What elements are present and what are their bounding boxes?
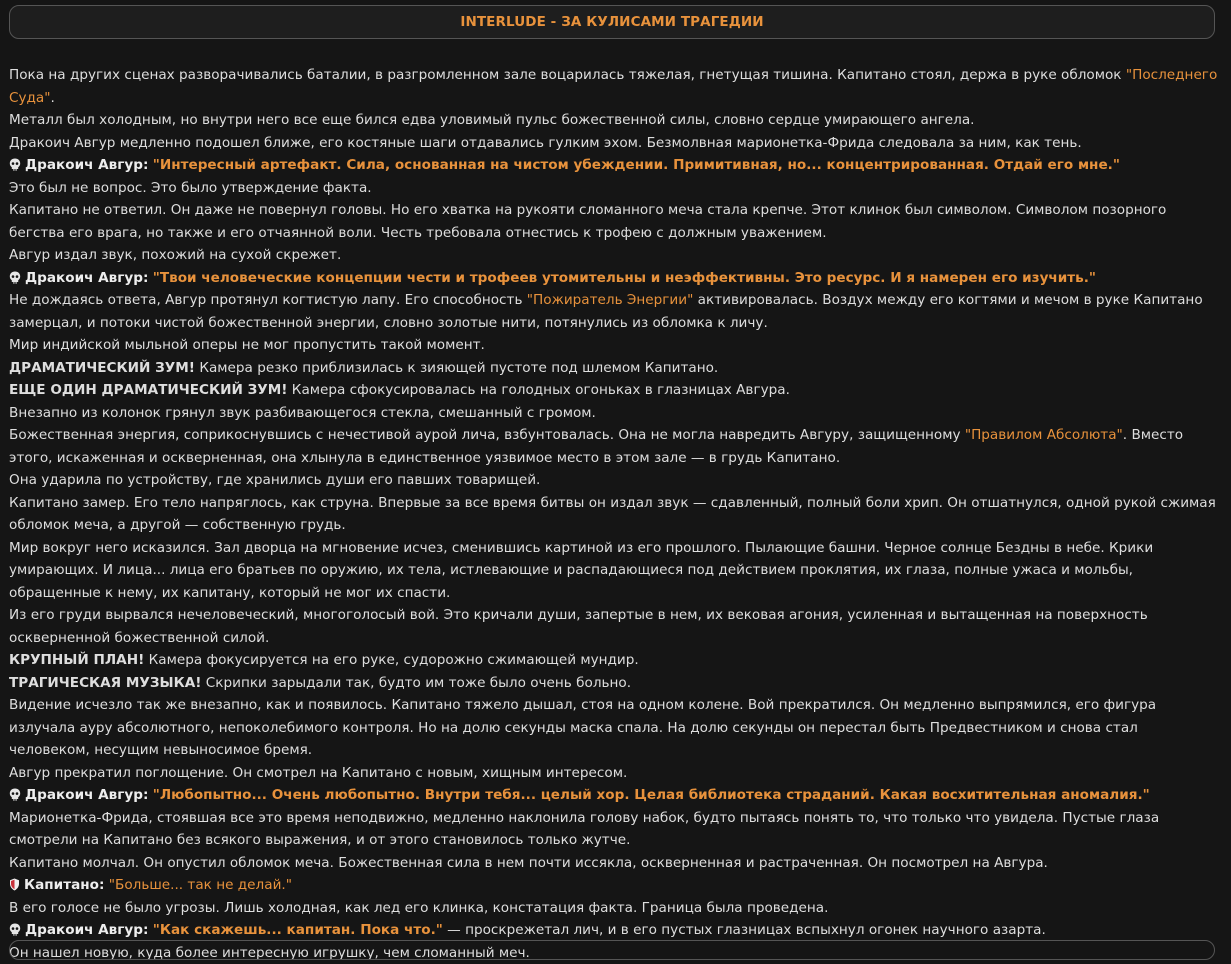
dialogue-line — [9, 874, 1221, 897]
text: Пока на других сценах разворачивались баталии, в разгромленном зале воцарилась тяжелая, гнетущая тишина. Капитано стоял, держа в руке обломок — [9, 67, 1126, 83]
skull-icon — [9, 788, 21, 801]
paragraph: В его голосе не было угрозы. Лишь холодная, как лед его клинка, констатация факта. Граница была проведена. — [9, 897, 1221, 920]
text: . — [51, 90, 55, 106]
paragraph: Авгур прекратил поглощение. Он смотрел на Капитано с новым, хищным интересом. — [9, 762, 1221, 785]
paragraph: Внезапно из колонок грянул звук разбивающегося стекла, смешанный с громом. — [9, 402, 1221, 425]
bold-cue: ДРАМАТИЧЕСКИЙ ЗУМ! — [9, 360, 195, 376]
paragraph: Металл был холодным, но внутри него все еще бился едва уловимый пульс божественной силы, словно сердце умирающего ангела. — [9, 109, 1221, 132]
speech-text: "Как скажешь... капитан. Пока что." — [153, 922, 443, 938]
skull-icon — [9, 158, 21, 171]
paragraph: Капитано замер. Его тело напряглось, как струна. Впервые за все время битвы он издал звук — сдавленный, полный боли хрип. Он отшатнулся, одной рукой сжимая обломок меча, а другой — собственную грудь. — [9, 492, 1221, 537]
paragraph — [9, 672, 1221, 695]
speech-text: "Больше... так не делай." — [109, 877, 292, 893]
chapter-title: INTERLUDE - ЗА КУЛИСАМИ ТРАГЕДИИ — [460, 14, 763, 30]
text: Божественная энергия, соприкоснувшись с нечестивой аурой лича, взбунтовалась. Она не могла навредить Авгуру, защищенному — [9, 427, 965, 443]
paragraph: Авгур издал звук, похожий на сухой скрежет. — [9, 244, 1221, 267]
paragraph — [9, 64, 1221, 109]
text: активировалась. Воздух между его когтями и мечом в руке Капитано замерцал, и потоки чистой божественной энергии, словно золотые нити, потянулись из обломка к личу. — [9, 292, 1203, 331]
dialogue-line — [9, 154, 1221, 177]
speaker-name: Дракоич Авгур: — [25, 270, 148, 286]
speech-text: "Любопытно... Очень любопытно. Внутри тебя... целый хор. Целая библиотека страданий. Какая восхитительная аномалия." — [153, 787, 1150, 803]
paragraph: Капитано не ответил. Он даже не повернул головы. Но его хватка на рукояти сломанного меча стала крепче. Этот клинок был символом. Символом позорного бегства его врага, но также и его отчаянной воли. Честь требовала отнестись к трофею с должным уважением. — [9, 199, 1221, 244]
dialogue-line — [9, 919, 1221, 942]
highlight-term: "Последнего Суда" — [9, 67, 1217, 106]
paragraph: Он нашел новую, куда более интересную игрушку, чем сломанный меч. — [9, 942, 1221, 964]
bold-cue: КРУПНЫЙ ПЛАН! — [9, 652, 144, 668]
paragraph — [9, 289, 1221, 334]
bold-cue: ТРАГИЧЕСКАЯ МУЗЫКА! — [9, 675, 201, 691]
paragraph — [9, 357, 1221, 380]
paragraph: Это был не вопрос. Это было утверждение факта. — [9, 177, 1221, 200]
speech-text: "Интересный артефакт. Сила, основанная на чистом убеждении. Примитивная, но... концентрированная. Отдай его мне." — [153, 157, 1120, 173]
paragraph: Марионетка-Фрида, стоявшая все это время неподвижно, медленно наклонила голову набок, будто пытаясь понять то, что только что увидела. Пустые глаза смотрели на Капитано без всякого выражения, и от этого становилось только жутче. — [9, 807, 1221, 852]
story-text — [9, 64, 1221, 964]
paragraph: Из его груди вырвался нечеловеческий, многоголосый вой. Это кричали души, запертые в нем, их вековая агония, усиленная и вытащенная на поверхность оскверненной божественной силой. — [9, 604, 1221, 649]
text: Камера резко приблизилась к зияющей пустоте под шлемом Капитано. — [195, 360, 718, 376]
paragraph: Видение исчезло так же внезапно, как и появилось. Капитано тяжело дышал, стоя на одном колене. Вой прекратился. Он медленно выпрямился, его фигура излучала ауру абсолютного, непоколебимого контроля. Но на долю секунды маска спала. На долю секунды он перестал быть Предвестником и снова стал человеком, несущим невыносимое бремя. — [9, 694, 1221, 762]
paragraph: Мир вокруг него исказился. Зал дворца на мгновение исчез, сменившись картиной из его прошлого. Пылающие башни. Черное солнце Бездны в небе. Крики умирающих. И лица... лица его братьев по оружию, их тела, истлевающие и распадающиеся под действием проклятия, их глаза, полные ужаса и мольбы, обращенные к нему, их капитану, который не мог их спасти. — [9, 537, 1221, 605]
dialogue-line — [9, 267, 1221, 290]
paragraph: Она ударила по устройству, где хранились души его павших товарищей. — [9, 469, 1221, 492]
chapter-header — [9, 5, 1215, 39]
bold-cue: ЕЩЕ ОДИН ДРАМАТИЧЕСКИЙ ЗУМ! — [9, 382, 287, 398]
speaker-name: Дракоич Авгур: — [25, 787, 148, 803]
paragraph — [9, 649, 1221, 672]
paragraph: Дракоич Авгур медленно подошел ближе, его костяные шаги отдавались гулким эхом. Безмолвная марионетка-Фрида следовала за ним, как тень. — [9, 132, 1221, 155]
dialogue-line — [9, 784, 1221, 807]
paragraph: Мир индийской мыльной оперы не мог пропустить такой момент. — [9, 334, 1221, 357]
text: Камера фокусируется на его руке, судорожно сжимающей мундир. — [144, 652, 638, 668]
paragraph: Капитано молчал. Он опустил обломок меча. Божественная сила в нем почти иссякла, оскверненная и растраченная. Он посмотрел на Авгура. — [9, 852, 1221, 875]
speech-text: "Твои человеческие концепции чести и трофеев утомительны и неэффективны. Это ресурс. И я намерен его изучить." — [153, 270, 1096, 286]
highlight-term: "Правилом Абсолюта" — [965, 427, 1123, 443]
text: . Вместо этого, искаженная и оскверненная, она хлынула в единственное уязвимое место в этом зале — в грудь Капитано. — [9, 427, 1183, 466]
highlight-term: "Пожиратель Энергии" — [527, 292, 694, 308]
speaker-name: Дракоич Авгур: — [25, 157, 148, 173]
text: Камера сфокусировалась на голодных огоньках в глазницах Авгура. — [287, 382, 789, 398]
speaker-name: Капитано: — [24, 877, 104, 893]
next-section-box — [9, 940, 1215, 960]
skull-icon — [9, 923, 21, 936]
text: Скрипки зарыдали так, будто им тоже было очень больно. — [201, 675, 631, 691]
speaker-name: Дракоич Авгур: — [25, 922, 148, 938]
paragraph — [9, 424, 1221, 469]
text: Не дождаясь ответа, Авгур протянул когтистую лапу. Его способность — [9, 292, 527, 308]
shield-icon — [9, 878, 20, 891]
skull-icon — [9, 271, 21, 284]
text: — проскрежетал лич, и в его пустых глазницах вспыхнул огонек научного азарта. — [443, 922, 1046, 938]
paragraph — [9, 379, 1221, 402]
